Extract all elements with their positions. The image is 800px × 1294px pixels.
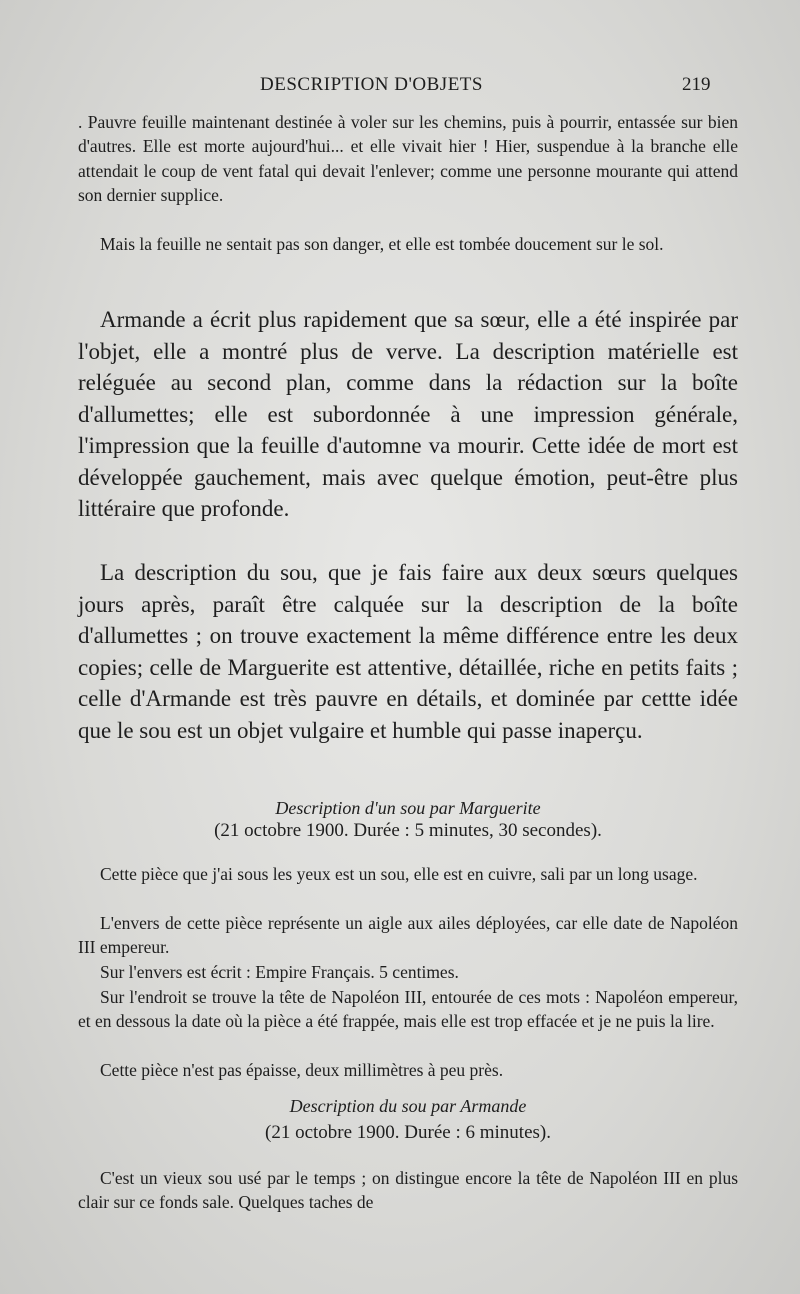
paragraph-marguerite-5: Cette pièce n'est pas épaisse, deux millimètres à peu près. — [100, 1060, 504, 1080]
paragraph-leaf-fall: Mais la feuille ne sentait pas son danger, et elle est tombée doucement sur le sol. — [100, 234, 664, 254]
section-title-armande: Description du sou par Armande — [289, 1096, 527, 1116]
section-date-armande: (21 octobre 1900. Durée : 6 minutes). — [265, 1122, 551, 1143]
section-title-marguerite: Description d'un sou par Marguerite — [275, 798, 541, 818]
paragraph-marguerite-2: L'envers de cette pièce représente un aigle aux ailes déployées, car elle date de Napoléon III empereur. — [78, 913, 738, 958]
paragraph-marguerite-3: Sur l'envers est écrit : Empire Français. 5 centimes. — [100, 962, 459, 982]
paragraph-marguerite-4: Sur l'endroit se trouve la tête de Napoléon III, entourée de ces mots : Napoléon empereur, et en dessous la date où la pièce a été frappée, mais elle est trop effacée et je ne puis la lire. — [78, 987, 738, 1032]
page-number: 219 — [682, 74, 711, 95]
section-date-marguerite: (21 octobre 1900. Durée : 5 minutes, 30 secondes). — [214, 820, 602, 841]
paragraph-sou-comparison: La description du sou, que je fais faire aux deux sœurs quelques jours après, paraît être calquée sur la description de la boîte d'allumettes ; on trouve exactement la même différence entre les deux copies; celle de Marguerite est attentive, détaillée, riche en petits faits ; celle d'Armande est très pauvre en détails, et dominée par cettte idée que le sou est un objet vulgaire et humble qui passe inaperçu. — [78, 560, 738, 743]
running-title: DESCRIPTION D'OBJETS — [260, 74, 483, 95]
paragraph-armande-analysis: Armande a écrit plus rapidement que sa sœur, elle a été inspirée par l'objet, elle a montré plus de verve. La description matérielle est reléguée au second plan, comme dans la rédaction sur la boîte d'allumettes; elle est subordonnée à une impression générale, l'impression que la feuille d'automne va mourir. Cette idée de mort est développée gauchement, mais avec quelque émotion, peut-être plus littéraire que profonde. — [78, 307, 738, 521]
paragraph-leaf-end: . Pauvre feuille maintenant destinée à voler sur les chemins, puis à pourrir, entassée sur bien d'autres. Elle est morte aujourd'hui... et elle vivait hier ! Hier, suspendue à la branche elle attendait le coup de vent fatal qui devait l'enlever; comme une personne mourante qui attend son dernier supplice. — [78, 112, 738, 205]
paragraph-armande-1: C'est un vieux sou usé par le temps ; on distingue encore la tête de Napoléon III en plus clair sur ce fonds sale. Quelques taches de — [78, 1168, 738, 1213]
paragraph-marguerite-1: Cette pièce que j'ai sous les yeux est un sou, elle est en cuivre, sali par un long usage. — [100, 864, 698, 884]
page-header — [0, 74, 800, 104]
